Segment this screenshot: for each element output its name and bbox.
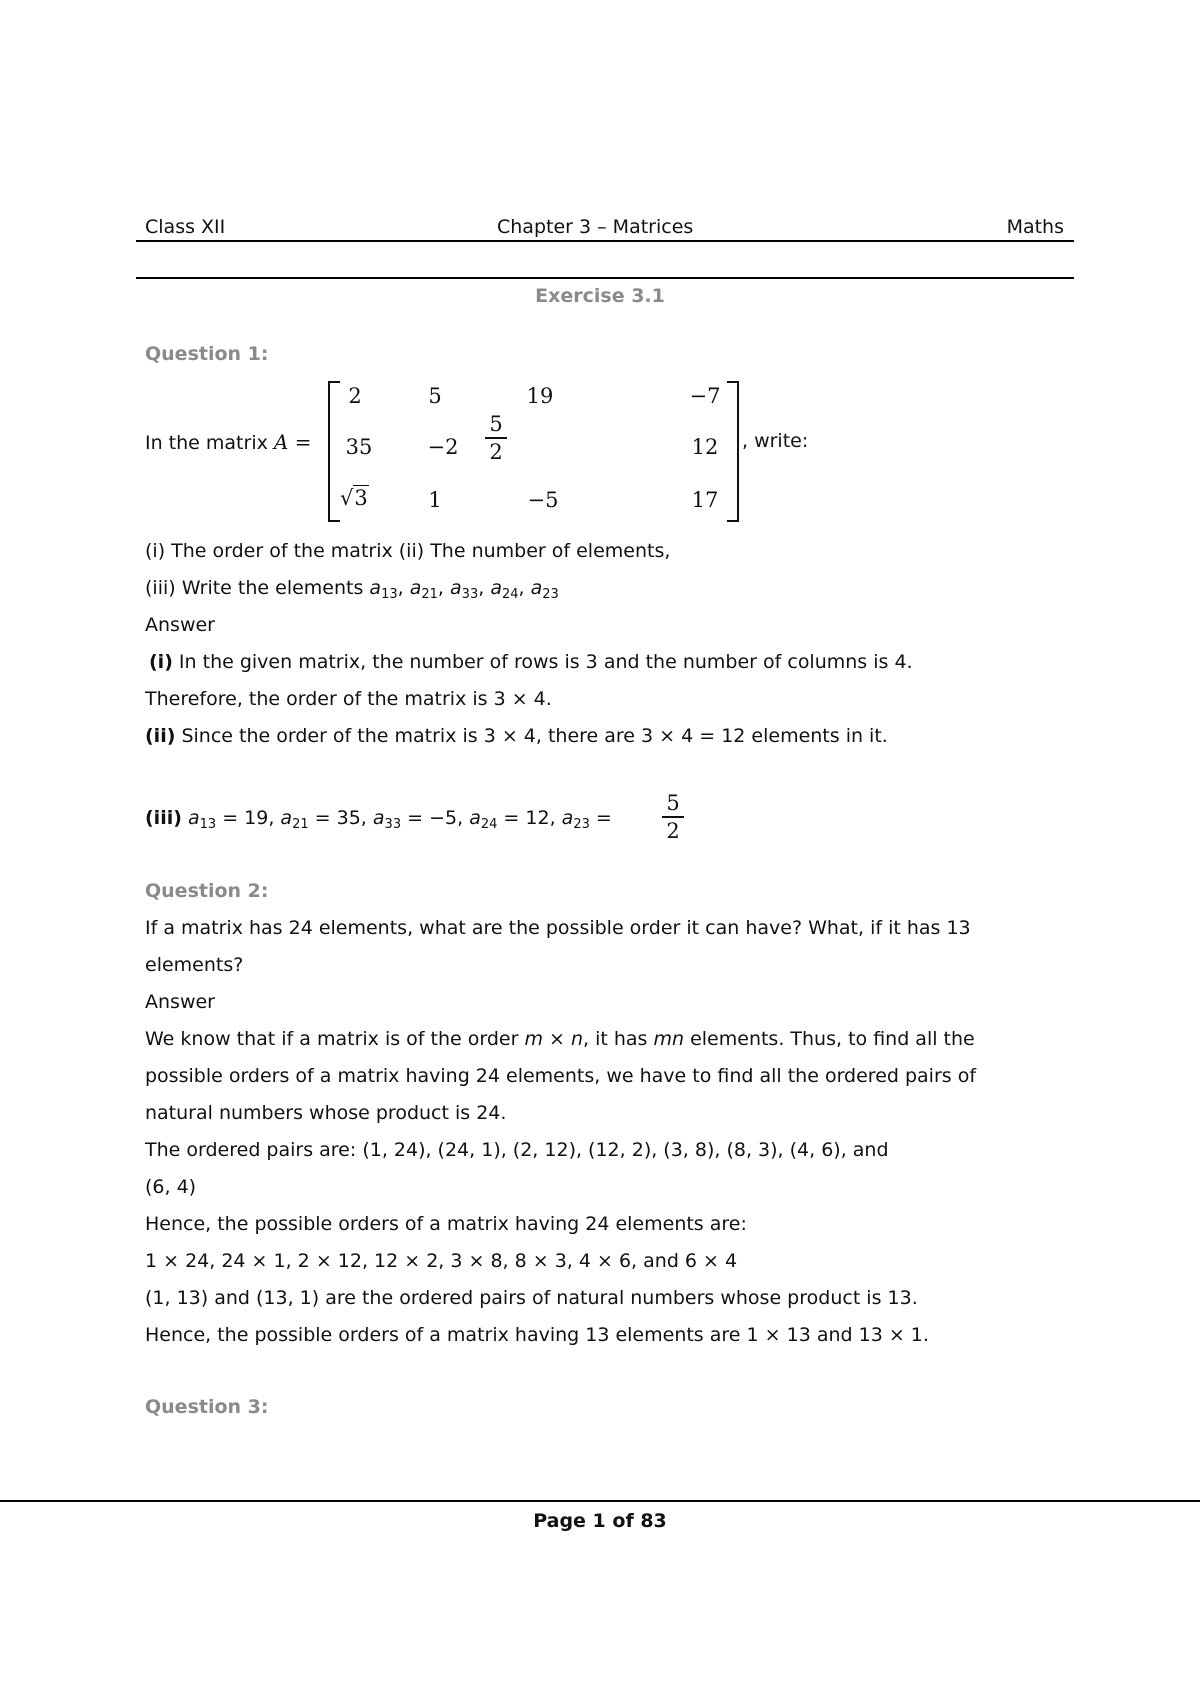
question-2-heading: Question 2: bbox=[145, 880, 269, 902]
q2-question-line-2: elements? bbox=[145, 954, 244, 976]
matrix-cell: −7 bbox=[689, 384, 721, 408]
matrix-intro: In the matrix A = bbox=[145, 430, 312, 454]
q2-question-line-1: If a matrix has 24 elements, what are the possible order it can have? What, if it has 13 bbox=[145, 917, 971, 939]
header-rule-top bbox=[136, 240, 1074, 242]
matrix-write: , write: bbox=[742, 430, 809, 452]
q2-answer-line-3: natural numbers whose product is 24. bbox=[145, 1102, 507, 1124]
q2-answer-label: Answer bbox=[145, 991, 215, 1013]
matrix-cell: 19 bbox=[526, 384, 554, 408]
footer-rule bbox=[0, 1500, 1200, 1502]
q2-answer-line-2: possible orders of a matrix having 24 elements, we have to find all the ordered pairs of bbox=[145, 1065, 977, 1087]
q2-answer-line-5: (6, 4) bbox=[145, 1176, 197, 1198]
matrix-cell: −2 bbox=[427, 435, 459, 459]
q2-answer-line-8: (1, 13) and (13, 1) are the ordered pairs of natural numbers whose product is 13. bbox=[145, 1287, 918, 1309]
q1-answer-ii: (ii) Since the order of the matrix is 3 × 4, there are 3 × 4 = 12 elements in it. bbox=[145, 725, 888, 747]
matrix-cell: 12 bbox=[691, 435, 719, 459]
q1-answer-i-cont: Therefore, the order of the matrix is 3 × 4. bbox=[145, 688, 552, 710]
header-subject: Maths bbox=[1006, 216, 1064, 238]
matrix-right-bracket bbox=[727, 381, 739, 522]
header-chapter: Chapter 3 – Matrices bbox=[497, 216, 694, 238]
question-3-heading: Question 3: bbox=[145, 1396, 269, 1418]
page-number: Page 1 of 83 bbox=[533, 1510, 667, 1532]
matrix-cell: 5 bbox=[428, 384, 442, 408]
q1-answer-i: (i) In the given matrix, the number of rows is 3 and the number of columns is 4. bbox=[149, 651, 913, 673]
exercise-title: Exercise 3.1 bbox=[535, 285, 665, 307]
matrix-cell: 1 bbox=[428, 488, 442, 512]
q1-answer-label: Answer bbox=[145, 614, 215, 636]
q2-answer-line-4: The ordered pairs are: (1, 24), (24, 1), (2, 12), (12, 2), (3, 8), (8, 3), (4, 6), and bbox=[145, 1139, 889, 1161]
header-class: Class XII bbox=[145, 216, 226, 238]
matrix-cell: 2 bbox=[348, 384, 362, 408]
matrix-sqrt: √3 bbox=[340, 486, 368, 510]
q1-parts-i-ii: (i) The order of the matrix (ii) The number of elements, bbox=[145, 540, 671, 562]
q1-answer-iii: (iii) $a_{13} = 19$, $a_{21} = 35$, $a_{33} = -5$, $a_{24} = 12$, $a_{23}$ = bbox=[145, 807, 612, 832]
matrix-cell: 35 bbox=[345, 435, 373, 459]
q2-answer-line-9: Hence, the possible orders of a matrix having 13 elements are 1 × 13 and 13 × 1. bbox=[145, 1324, 929, 1346]
matrix-cell: −5 bbox=[527, 488, 559, 512]
q2-answer-line-1: We know that if a matrix is of the order m × n, it has mn elements. Thus, to find all the bbox=[145, 1028, 975, 1050]
q1-answer-fraction: 5 2 bbox=[658, 790, 688, 844]
matrix-cell: 17 bbox=[691, 488, 719, 512]
q2-answer-line-7: 1 × 24, 24 × 1, 2 × 12, 12 × 2, 3 × 8, 8 × 3, 4 × 6, and 6 × 4 bbox=[145, 1250, 738, 1272]
q2-answer-line-6: Hence, the possible orders of a matrix having 24 elements are: bbox=[145, 1213, 747, 1235]
question-1-heading: Question 1: bbox=[145, 343, 269, 365]
header-rule-bottom bbox=[136, 277, 1074, 279]
matrix-fraction: 5 2 bbox=[481, 411, 511, 465]
matrix-A bbox=[145, 378, 845, 521]
q1-part-iii: (iii) Write the elements $a_{13}$, $a_{21}$, $a_{33}$, $a_{24}$, $a_{23}$ bbox=[145, 577, 559, 602]
